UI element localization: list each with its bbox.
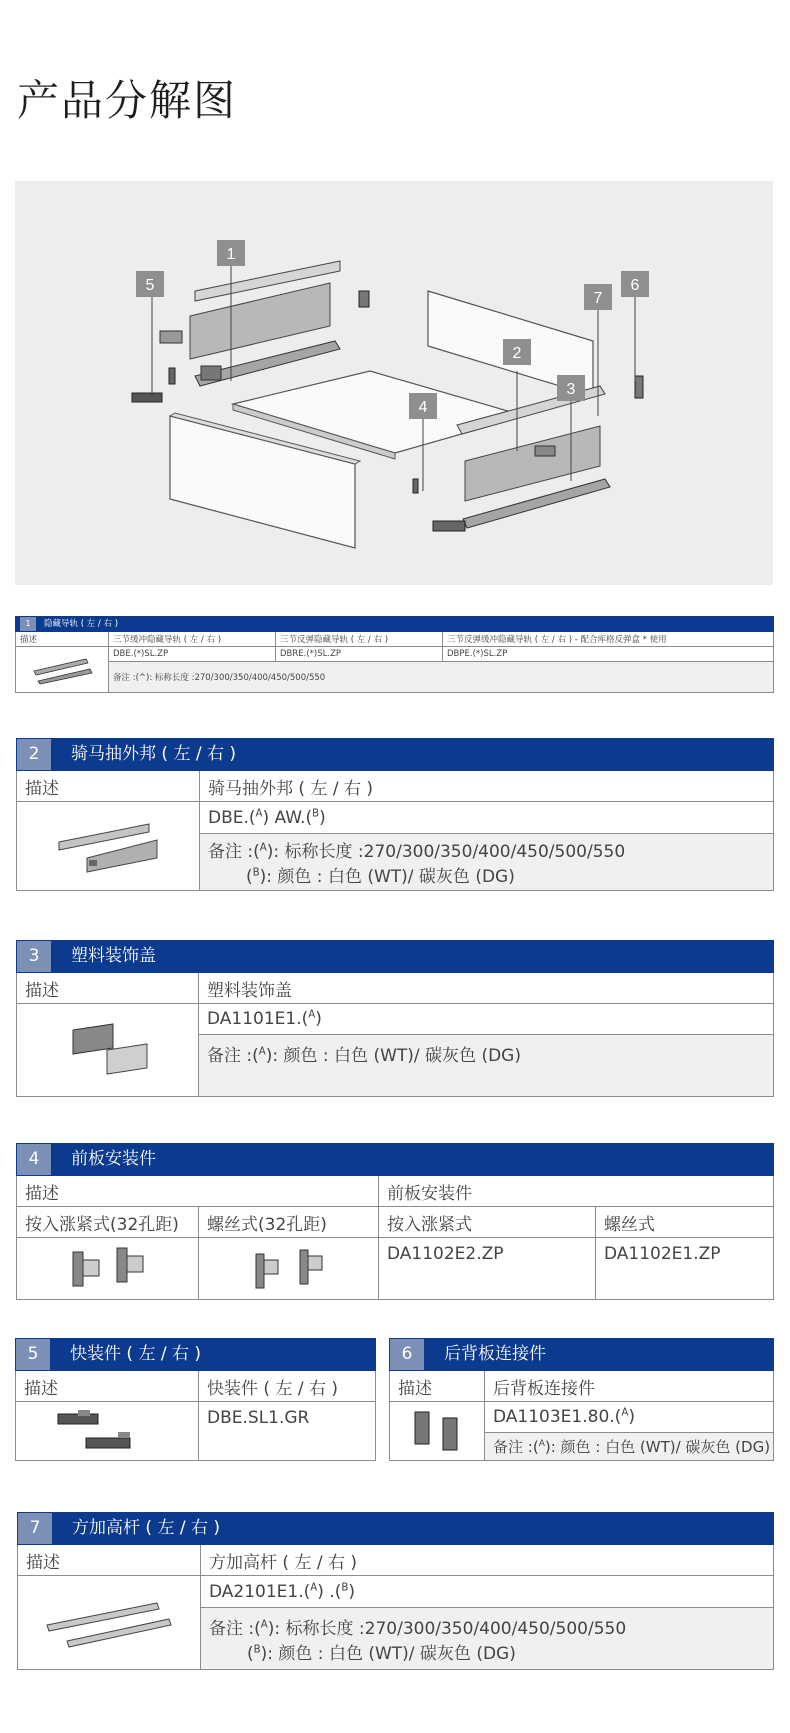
table-title: 前板安装件 (71, 1149, 156, 1169)
table-header (17, 739, 774, 771)
desc-value: 方加高杆 ( 左 / 右 ) (201, 1545, 774, 1576)
table-header (17, 1144, 774, 1176)
back-connector-part (635, 376, 643, 398)
product-thumbnail (199, 1238, 379, 1300)
desc-value: 前板安装件 (379, 1176, 774, 1207)
code-value: DA2101E1.($^A$) .($^B$) (201, 1576, 774, 1608)
code-value: DBE.SL1.GR (199, 1402, 376, 1461)
variant-cell: 三节缓冲隐藏导轨 ( 左 / 右 ) (109, 632, 276, 647)
desc-label: 描述 (17, 1176, 379, 1207)
note-cell: 备注 :($^A$): 颜色 : 白色 (WT)/ 碳灰色 (DG) (485, 1433, 774, 1461)
code-value: DA1103E1.80.($^A$) (485, 1402, 774, 1433)
table-number: 2 (17, 739, 51, 770)
table-number: 6 (390, 1339, 424, 1370)
note-cell: 备注 :($^A$): 颜色 : 白色 (WT)/ 碳灰色 (DG) (199, 1035, 774, 1097)
product-thumbnail (17, 1004, 199, 1097)
table-number: 3 (17, 941, 51, 972)
press-fitting-thumb-icon (63, 1244, 153, 1294)
desc-label: 描述 (17, 771, 200, 802)
table-header (17, 941, 774, 973)
table-title: 后背板连接件 (444, 1344, 546, 1364)
product-thumbnail (16, 1402, 199, 1461)
table-header (16, 617, 774, 632)
deco-cap-left (160, 331, 182, 343)
page-title: 产品分解图 (17, 76, 238, 125)
runner-thumb-icon (30, 655, 94, 685)
table-number: 1 (20, 617, 36, 631)
product-thumbnail (17, 1238, 199, 1300)
table-title: 快装件 ( 左 / 右 ) (70, 1344, 202, 1364)
exploded-diagram-drawing (15, 181, 773, 585)
variant-cell: 三节反弹缓冲隐藏导轨 ( 左 / 右 ) - 配合库格反弹盒 * 使用 (443, 632, 774, 647)
desc-label: 描述 (16, 632, 109, 647)
callout-5: 5 (145, 277, 155, 294)
code-value: DA1101E1.($^A$) (199, 1004, 774, 1035)
desc-label: 描述 (18, 1545, 201, 1576)
subtype-label: 按入涨紧式 (379, 1207, 596, 1238)
table-number: 7 (18, 1513, 52, 1544)
table-front-fitting (16, 1143, 774, 1300)
desc-label: 描述 (17, 973, 199, 1004)
code-cell: DBPE.(*)SL.ZP (443, 647, 774, 662)
desc-label: 描述 (390, 1371, 485, 1402)
table-number: 5 (16, 1339, 50, 1370)
product-thumbnail (18, 1576, 201, 1670)
callout-1: 1 (226, 246, 236, 263)
desc-value: 后背板连接件 (485, 1371, 774, 1402)
desc-value: 骑马抽外邦 ( 左 / 右 ) (200, 771, 774, 802)
table-hidden-runner (15, 616, 774, 693)
deco-cap-thumb-icon (63, 1020, 153, 1080)
table-title: 隐藏导轨 ( 左 / 右 ) (44, 619, 119, 629)
variant-cell: 三节反弹隐藏导轨 ( 左 / 右 ) (276, 632, 443, 647)
subtype-label: 螺丝式 (596, 1207, 774, 1238)
table-deco-cap (16, 940, 774, 1097)
note-cell: 备注 :($^A$): 标称长度 :270/300/350/400/450/500/550 ($^B$): 颜色 : 白色 (WT)/ 碳灰色 (DG) (200, 834, 774, 891)
table-header (16, 1339, 376, 1371)
side-panel-thumb-icon (53, 818, 163, 874)
callout-6: 6 (630, 277, 640, 294)
screw-fitting-thumb-icon (244, 1244, 334, 1294)
desc-label: 描述 (16, 1371, 199, 1402)
callout-2: 2 (512, 345, 522, 362)
quick-fit-thumb-icon (52, 1406, 162, 1456)
exploded-diagram (15, 181, 773, 585)
table-side-panel (16, 738, 774, 891)
table-title: 方加高杆 ( 左 / 右 ) (72, 1518, 221, 1538)
height-rail-thumb-icon (39, 1595, 179, 1651)
code-value: DA1102E2.ZP (379, 1238, 596, 1300)
callout-3: 3 (566, 381, 576, 398)
product-thumbnail (17, 802, 200, 891)
callout-4: 4 (418, 399, 428, 416)
subtype-label: 按入涨紧式(32孔距) (17, 1207, 199, 1238)
table-header (18, 1513, 774, 1545)
back-connector-thumb-icon (407, 1406, 467, 1456)
subtype-label: 螺丝式(32孔距) (199, 1207, 379, 1238)
callout-7: 7 (593, 290, 603, 307)
code-cell: DBRE.(*)SL.ZP (276, 647, 443, 662)
table-header (390, 1339, 774, 1371)
table-title: 骑马抽外邦 ( 左 / 右 ) (71, 744, 237, 764)
code-cell: DBE.(*)SL.ZP (109, 647, 276, 662)
desc-value: 快装件 ( 左 / 右 ) (199, 1371, 376, 1402)
table-number: 4 (17, 1144, 51, 1175)
desc-value: 塑料装饰盖 (199, 973, 774, 1004)
table-quick-fit (15, 1338, 376, 1461)
note-cell: 备注 :(^): 标称长度 :270/300/350/400/450/500/550 (109, 662, 774, 693)
table-height-rail (17, 1512, 774, 1670)
table-title: 塑料装饰盖 (71, 946, 156, 966)
code-value: DBE.($^A$) AW.($^B$) (200, 802, 774, 834)
product-thumbnail (16, 647, 109, 693)
note-cell: 备注 :($^A$): 标称长度 :270/300/350/400/450/500/550 ($^B$): 颜色 : 白色 (WT)/ 碳灰色 (DG) (201, 1608, 774, 1670)
code-value: DA1102E1.ZP (596, 1238, 774, 1300)
quick-fit-part (132, 393, 162, 402)
table-back-connector (389, 1338, 774, 1461)
product-thumbnail (390, 1402, 485, 1461)
